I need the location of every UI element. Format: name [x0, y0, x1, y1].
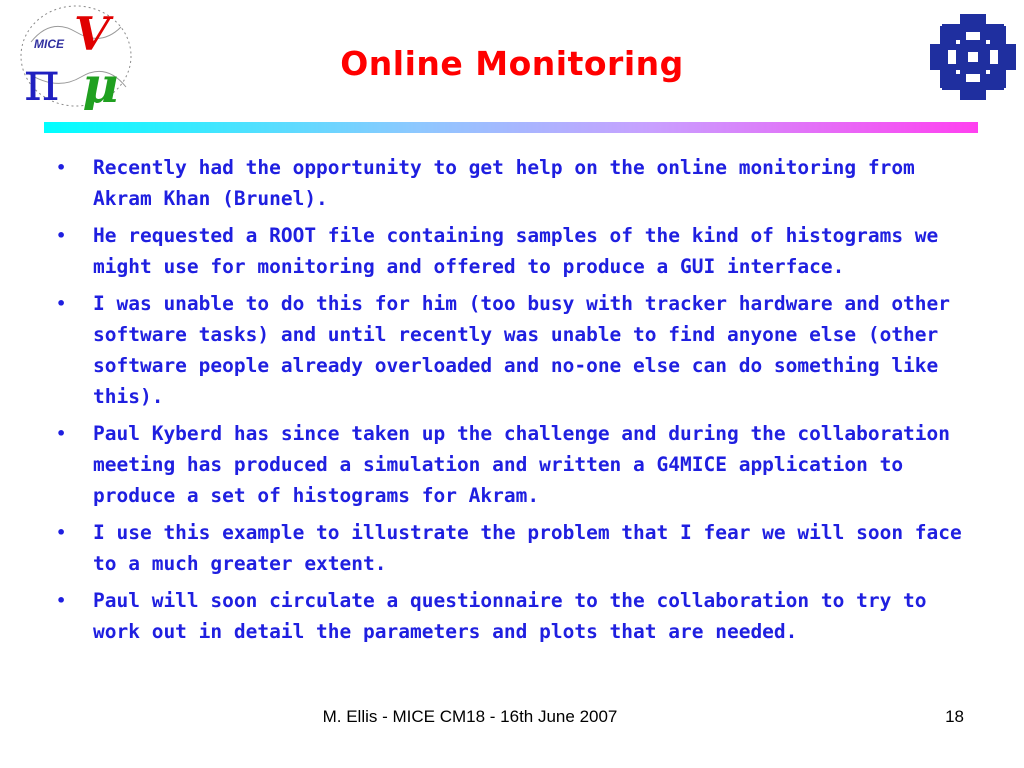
page-number: 18	[945, 707, 964, 726]
bullet-text: I was unable to do this for him (too busy with tracker hardware and other software tasks) and until recently was unable to find anyone else (other software people already overloaded and no-one else can do something like this).	[93, 292, 951, 408]
fermilab-logo-graphic	[930, 14, 1016, 100]
bullet-text: Paul Kyberd has since taken up the challenge and during the collaboration meeting has produced a simulation and written a G4MICE application to produce a set of histograms for Akram.	[93, 422, 951, 507]
bullet-icon: •	[56, 424, 67, 443]
bullet-text: Recently had the opportunity to get help on the online monitoring from Akram Khan (Brunel).	[93, 156, 915, 210]
list-item	[52, 418, 972, 511]
title-divider	[44, 122, 978, 133]
footer-text: M. Ellis - MICE CM18 - 16th June 2007	[322, 707, 618, 726]
bullet-icon: •	[56, 158, 67, 177]
list-item	[52, 585, 972, 647]
mice-logo-mu: μ	[82, 55, 119, 110]
bullet-icon: •	[56, 226, 67, 245]
list-item	[52, 220, 972, 282]
bullet-text: He requested a ROOT file containing samples of the kind of histograms we might use for monitoring and offered to produce a GUI interface.	[93, 224, 939, 278]
bullet-icon: •	[56, 294, 67, 313]
mice-logo-text: MICE	[34, 37, 64, 51]
list-item	[52, 152, 972, 214]
bullet-text: Paul will soon circulate a questionnaire to the collaboration to try to work out in detail the parameters and plots that are needed.	[93, 589, 927, 643]
bullet-text: I use this example to illustrate the problem that I fear we will soon face to a much greater extent.	[93, 521, 962, 575]
bullet-icon: •	[56, 591, 67, 610]
mice-logo-pi: π	[24, 50, 60, 110]
bullet-list	[52, 152, 972, 653]
list-item	[52, 517, 972, 579]
fermilab-logo	[930, 14, 1016, 100]
list-item	[52, 288, 972, 412]
slide-title: Online Monitoring	[340, 44, 684, 83]
mice-logo-nu: V	[74, 7, 110, 61]
bullet-icon: •	[56, 523, 67, 542]
